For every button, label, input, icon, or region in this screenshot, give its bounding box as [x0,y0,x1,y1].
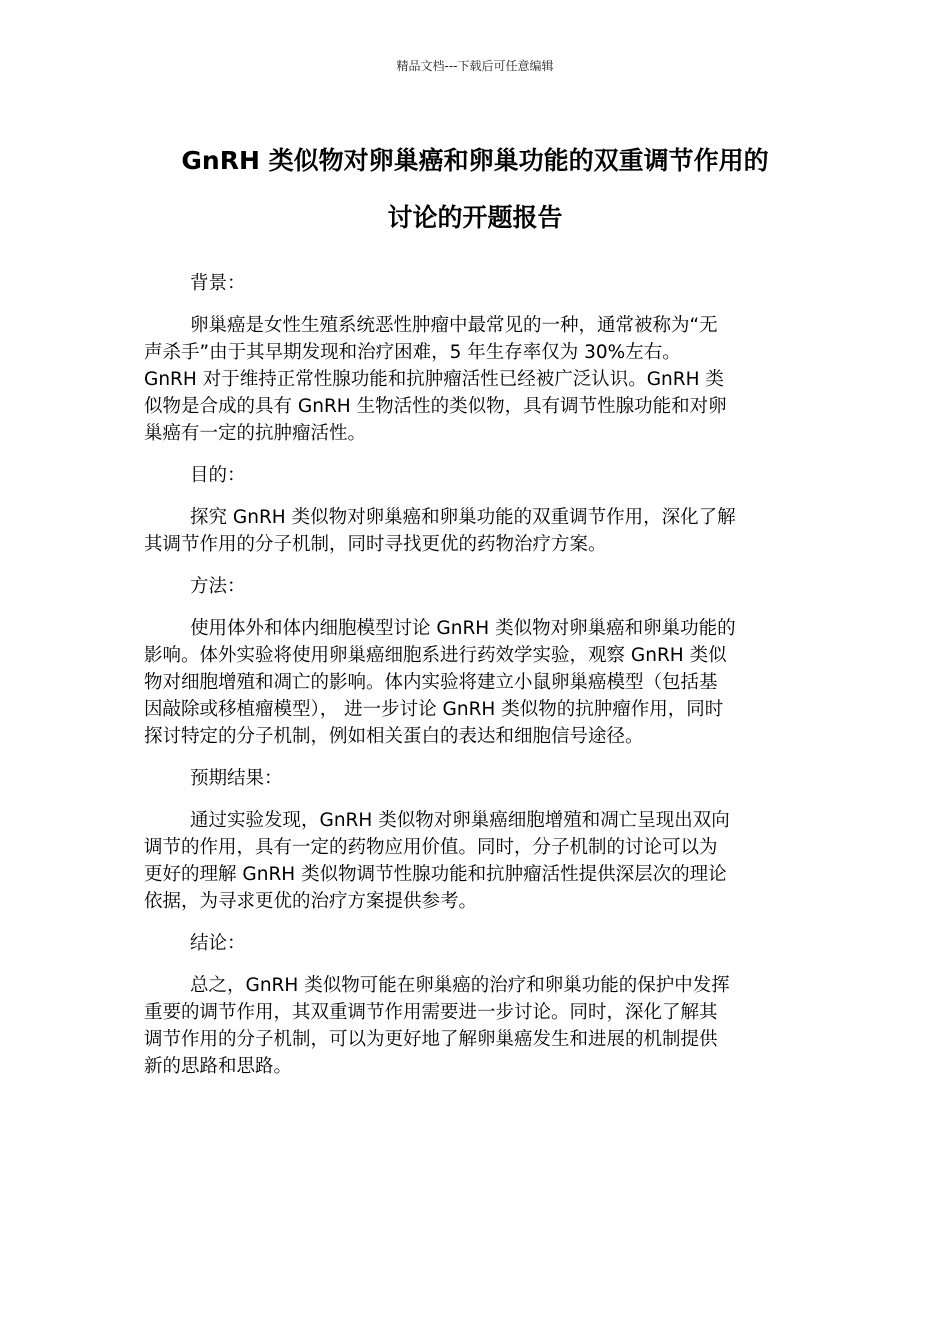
paragraph-line: 似物是合成的具有 GnRH 生物活性的类似物，具有调节性腺功能和对卵 [144,396,727,417]
paragraph-line: 通过实验发现，GnRH 类似物对卵巢癌细胞增殖和凋亡呈现出双向 [190,810,730,831]
paragraph-line: 其调节作用的分子机制，同时寻找更优的药物治疗方案。 [144,534,607,555]
paragraph-line: 依据，为寻求更优的治疗方案提供参考。 [144,891,478,912]
section-heading-expected-results: 预期结果： [190,768,283,789]
paragraph-line: 调节作用的分子机制，可以为更好地了解卵巢癌发生和进展的机制提供 [144,1029,718,1050]
paragraph-line: 使用体外和体内细胞模型讨论 GnRH 类似物对卵巢癌和卵巢功能的 [190,618,736,639]
section-body-expected-results [144,807,806,915]
section-body-purpose [144,504,806,558]
title-line-1: GnRH 类似物对卵巢癌和卵巢功能的双重调节作用的 [181,146,769,175]
paragraph-line: 探究 GnRH 类似物对卵巢癌和卵巢功能的双重调节作用，深化了解 [190,507,736,528]
section-heading-methods: 方法： [190,576,246,597]
paragraph-line: GnRH 对于维持正常性腺功能和抗肿瘤活性已经被广泛认识。GnRH 类 [144,369,724,390]
header-note: 精品文档---下载后可任意编辑 [396,59,554,73]
section-body-conclusion [144,972,806,1080]
section-body-methods [144,615,806,750]
document-title [140,132,810,246]
paragraph-line: 探讨特定的分子机制，例如相关蛋白的表达和细胞信号途径。 [144,726,644,747]
section-heading-purpose: 目的： [190,465,246,486]
paragraph-line: 巢癌有一定的抗肿瘤活性。 [144,423,367,444]
paragraph-line: 声杀手”由于其早期发现和治疗困难，5 年生存率仅为 30%左右。 [144,342,681,363]
paragraph-line: 影响。体外实验将使用卵巢癌细胞系进行药效学实验，观察 GnRH 类似 [144,645,727,666]
title-line-2: 讨论的开题报告 [387,203,563,232]
paragraph-line: 重要的调节作用，其双重调节作用需要进一步讨论。同时，深化了解其 [144,1002,718,1023]
paragraph-line: 新的思路和思路。 [144,1056,293,1077]
section-body-background [144,312,806,447]
section-heading-conclusion: 结论： [190,933,246,954]
paragraph-line: 卵巢癌是女性生殖系统恶性肿瘤中最常见的一种，通常被称为“无 [190,315,718,336]
paragraph-line: 因敲除或移植瘤模型）， 进一步讨论 GnRH 类似物的抗肿瘤作用，同时 [144,699,724,720]
paragraph-line: 总之，GnRH 类似物可能在卵巢癌的治疗和卵巢功能的保护中发挥 [190,975,730,996]
paragraph-line: 物对细胞增殖和凋亡的影响。体内实验将建立小鼠卵巢癌模型（包括基 [144,672,718,693]
paragraph-line: 调节的作用，具有一定的药物应用价值。同时，分子机制的讨论可以为 [144,837,718,858]
document-body [144,270,806,1095]
section-heading-background: 背景： [190,273,246,294]
paragraph-line: 更好的理解 GnRH 类似物调节性腺功能和抗肿瘤活性提供深层次的理论 [144,864,727,885]
